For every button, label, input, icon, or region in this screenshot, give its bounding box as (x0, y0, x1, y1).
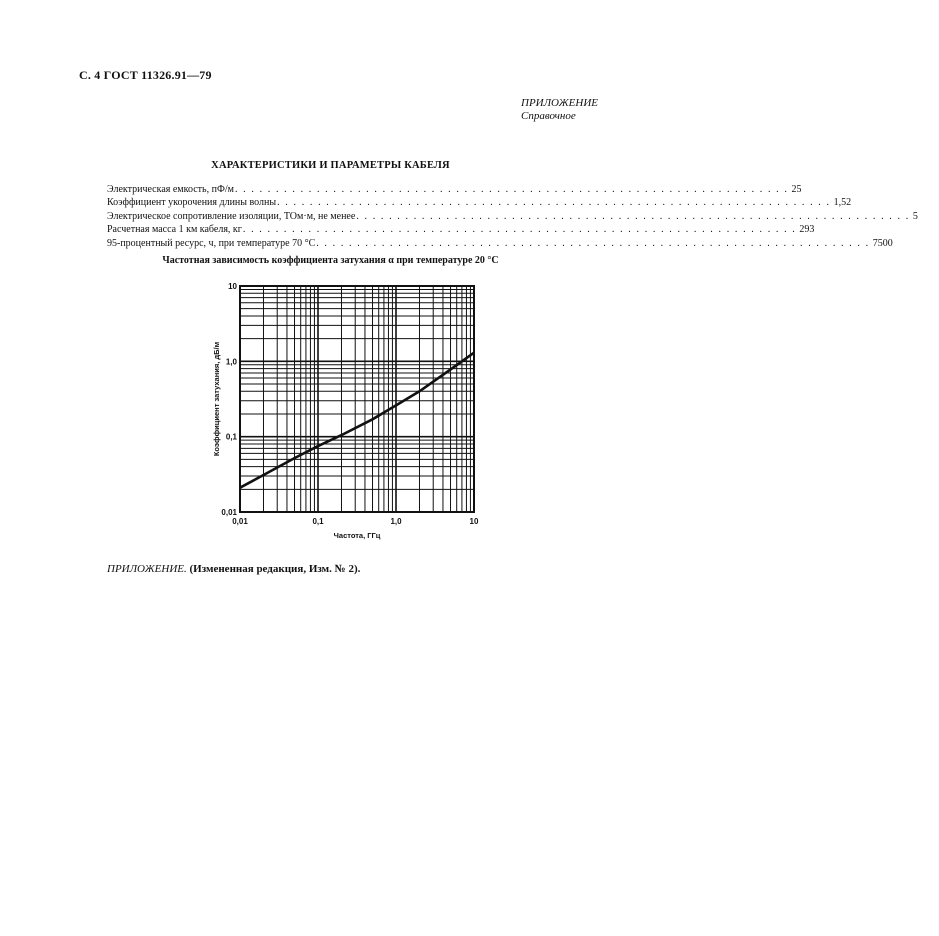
appendix-label (521, 97, 598, 123)
page-header: С. 4 ГОСТ 11326.91—79 (79, 68, 212, 82)
appendix-title: ПРИЛОЖЕНИЕ (521, 97, 598, 109)
attenuation-chart (205, 278, 495, 540)
parameter-value: 5 (912, 210, 918, 222)
leader-dots: . . . . . . . . . . . . . . . . . . . . . . . . . . . . . . . . . . . . . . . . . . . . . . . . . . . . . . . . . . . . . . . . . . . . (316, 237, 870, 249)
appendix-subtitle: Справочное (521, 110, 576, 122)
x-axis-label: Частота, ГГц (333, 531, 381, 540)
footer-appendix: ПРИЛОЖЕНИЕ. (107, 563, 187, 575)
parameter-row (107, 210, 918, 223)
y-tick-label: 10 (228, 282, 237, 291)
x-tick-label: 10 (469, 517, 479, 526)
parameter-row (107, 223, 815, 236)
parameter-value: 25 (791, 184, 802, 195)
y-axis-label: Коэффициент затухания, дБ/м (212, 341, 221, 457)
parameter-label: 95-процентный ресурс, ч, при температуре 70 °С (107, 237, 316, 249)
y-tick-labels (221, 282, 237, 517)
parameter-label: Коэффициент укорочения длины волны (107, 197, 277, 209)
parameter-list (107, 183, 918, 250)
leader-dots: . . . . . . . . . . . . . . . . . . . . . . . . . . . . . . . . . . . . . . . . . . . . . . . . . . . . . . . . . . . . . . . . . . . . (277, 197, 831, 209)
x-tick-labels (232, 517, 479, 526)
footer-note (107, 563, 360, 575)
x-tick-label: 0,1 (312, 517, 324, 526)
x-tick-label: 0,01 (232, 517, 248, 526)
y-tick-label: 0,01 (221, 508, 237, 517)
parameter-row (107, 237, 893, 250)
leader-dots: . . . . . . . . . . . . . . . . . . . . . . . . . . . . . . . . . . . . . . . . . . . . . . . . . . . . . . . . . . . . . . . . . . . . (356, 210, 910, 222)
leader-dots: . . . . . . . . . . . . . . . . . . . . . . . . . . . . . . . . . . . . . . . . . . . . . . . . . . . . . . . . . . . . . . . . . . . . (234, 184, 789, 195)
x-tick-label: 1,0 (390, 517, 402, 526)
parameter-value: 1,52 (833, 197, 852, 209)
y-tick-label: 0,1 (225, 432, 237, 442)
chart-title: Частотная зависимость коэффициента затухания α при температуре 20 °С (162, 255, 499, 266)
parameter-value: 293 (799, 224, 815, 236)
parameter-row (107, 183, 802, 196)
parameter-value: 7500 (872, 237, 893, 249)
parameter-label: Электрическая емкость, пФ/м (107, 184, 234, 195)
chart-grid (240, 286, 474, 512)
footer-revision: (Измененная редакция, Изм. № 2). (189, 563, 361, 575)
chart-frame (240, 286, 474, 512)
leader-dots: . . . . . . . . . . . . . . . . . . . . . . . . . . . . . . . . . . . . . . . . . . . . . . . . . . . . . . . . . . . . . . . . . . . . (242, 224, 797, 236)
y-tick-label: 1,0 (225, 357, 237, 367)
parameter-label: Расчетная масса 1 км кабеля, кг (107, 224, 242, 236)
section-title: ХАРАКТЕРИСТИКИ И ПАРАМЕТРЫ КАБЕЛЯ (211, 160, 450, 171)
parameter-row (107, 196, 852, 209)
parameter-label: Электрическое сопротивление изоляции, ТОм·м, не менее (107, 210, 356, 222)
